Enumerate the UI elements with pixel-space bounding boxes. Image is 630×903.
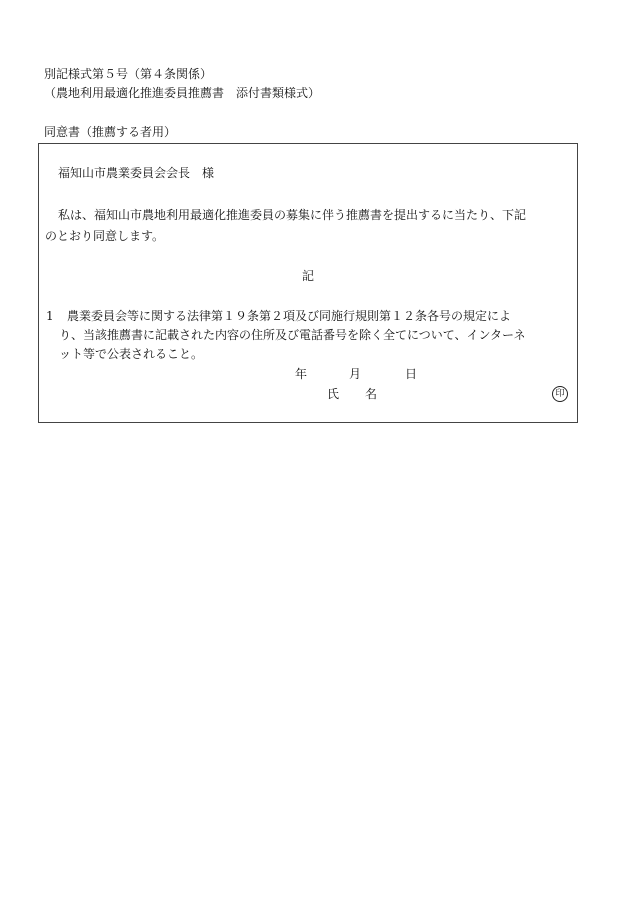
consent-statement-line-2: のとおり同意します。 [45,229,165,243]
form-number-header: 別記様式第５号（第４条関係） [44,67,213,81]
name-label-shi: 氏 [327,387,340,401]
date-day-label: 日 [405,367,418,381]
date-year-label: 年 [295,367,308,381]
consent-statement-line-1: 私は、福知山市農地利用最適化推進委員の募集に伴う推薦書を提出するに当たり、下記 [58,208,527,222]
seal-mark: 印 [552,386,568,402]
form-subtitle: （農地利用最適化推進委員推薦書 添付書類様式） [44,86,321,100]
ki-heading: 記 [301,269,314,283]
date-month-label: 月 [349,367,362,381]
item-text-line-3: ット等で公表されること。 [59,347,204,361]
name-label-mei: 名 [365,387,378,401]
item-text-line-2: り、当該推薦書に記載された内容の住所及び電話番号を除く全てについて、インターネ [59,328,526,342]
consent-form-box [38,143,578,423]
item-text-line-1: 農業委員会等に関する法律第１９条第２項及び同施行規則第１２条各号の規定によ [67,309,512,323]
item-number: 1 [46,309,54,323]
section-title: 同意書（推薦する者用） [44,125,177,139]
addressee: 福知山市農業委員会会長 様 [58,166,215,180]
